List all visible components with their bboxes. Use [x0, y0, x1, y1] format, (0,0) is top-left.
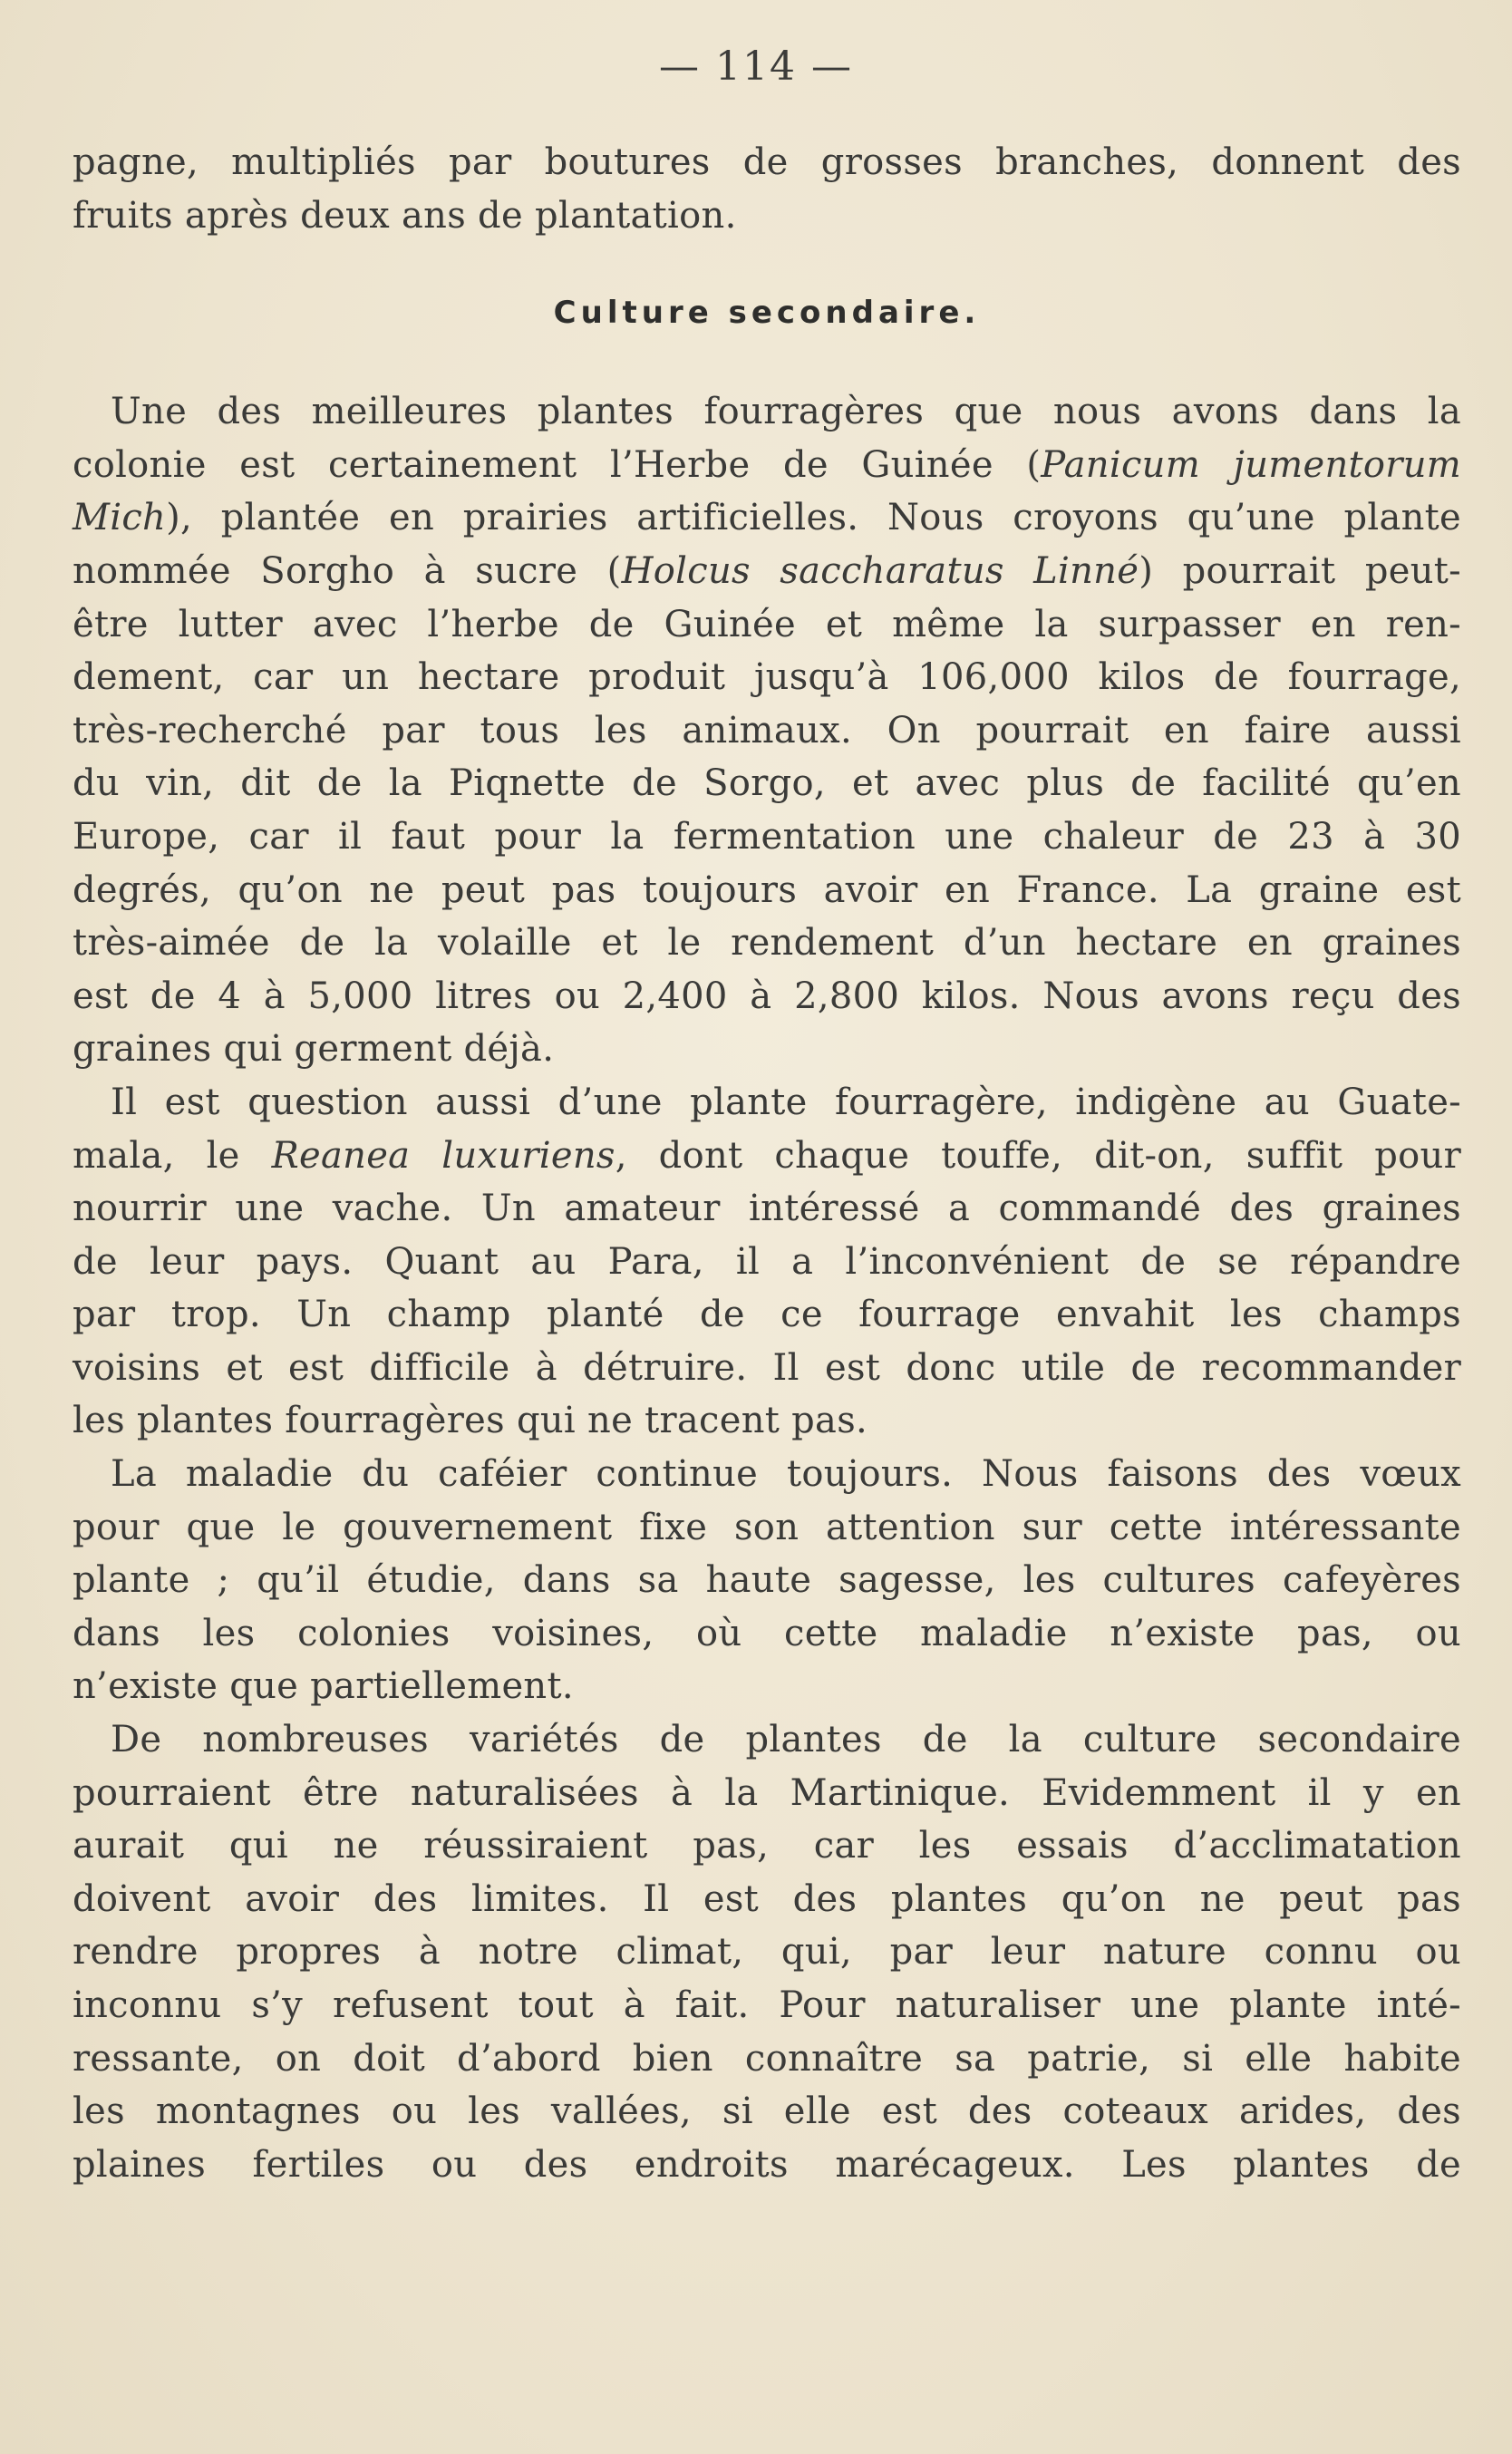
text-span: ), plantée en prairies artificielles. Nous croyons qu’une plante: [166, 497, 1461, 539]
paragraph-line: Europe, car il faut pour la fermentation une chaleur de 23 à 30: [73, 815, 1461, 858]
intro-line: fruits après deux ans de plantation.: [73, 194, 737, 237]
paragraph-line: est de 4 à 5,000 litres ou 2,400 à 2,800 kilos. Nous avons reçu des: [73, 975, 1461, 1017]
italic-span: Panicum jumentorum: [1041, 443, 1461, 486]
paragraph-line: [73, 439, 1461, 492]
text-span: , dont chaque touffe, dit-on, suffit pour: [615, 1134, 1461, 1177]
paragraph-line: pourraient être naturalisées à la Martinique. Evidemment il y en: [73, 1771, 1461, 1814]
section-heading: Culture secondaire.: [553, 295, 981, 332]
page-body: [73, 136, 1461, 2191]
paragraph-line: doivent avoir des limites. Il est des plantes qu’on ne peut pas: [73, 1877, 1461, 1920]
paragraph-line: dement, car un hectare produit jusqu’à 106,000 kilos de fourrage,: [73, 656, 1461, 699]
paragraph-line: inconnu s’y refusent tout à fait. Pour naturaliser une plante inté-: [73, 1984, 1461, 2026]
paragraph-line: La maladie du caféier continue toujours. Nous faisons des vœux: [111, 1453, 1461, 1496]
italic-span: Mich: [73, 497, 167, 539]
paragraph-line: Une des meilleures plantes fourragères que nous avons dans la: [111, 391, 1461, 433]
paragraph-line: [73, 491, 1461, 545]
paragraph-line: graines qui germent déjà.: [73, 1028, 555, 1071]
paragraph-line: ressante, on doit d’abord bien connaître sa patrie, si elle habite: [73, 2037, 1461, 2080]
paragraph-line: du vin, dit de la Piqnette de Sorgo, et avec plus de facilité qu’en: [73, 762, 1461, 805]
paragraph-line: n’existe que partiellement.: [73, 1665, 574, 1708]
paragraph-line: par trop. Un champ planté de ce fourrage envahit les champs: [73, 1294, 1461, 1336]
paragraph-line: de leur pays. Quant au Para, il a l’inconvénient de se répandre: [73, 1240, 1461, 1283]
paragraph-line: nourrir une vache. Un amateur intéressé a commandé des graines: [73, 1188, 1461, 1230]
italic-span: Reanea luxuriens: [271, 1134, 615, 1177]
paragraph-line: les montagnes ou les vallées, si elle est des coteaux arides, des: [73, 2090, 1461, 2133]
text-span: colonie est certainement l’Herbe de Guinée (: [73, 443, 1042, 486]
intro-line: pagne, multipliés par boutures de grosses branches, donnent des: [73, 141, 1461, 183]
paragraph-line: très-aimée de la volaille et le rendement d’un hectare en graines: [73, 922, 1461, 965]
paragraph-line: aurait qui ne réussiraient pas, car les essais d’acclimatation: [73, 1825, 1461, 1867]
page-number: — 114 —: [659, 44, 853, 90]
paragraph-line: plante ; qu’il étudie, dans sa haute sagesse, les cultures cafeyères: [73, 1559, 1461, 1602]
paragraph-line: Il est question aussi d’une plante fourragère, indigène au Guate-: [111, 1081, 1461, 1123]
paragraph-line: pour que le gouvernement fixe son attention sur cette intéressante: [73, 1506, 1461, 1548]
paragraph-line: être lutter avec l’herbe de Guinée et même la surpasser en ren-: [73, 603, 1461, 645]
paragraph-line: dans les colonies voisines, où cette maladie n’existe pas, ou: [73, 1612, 1461, 1654]
text-span: ) pourrait peut-: [1139, 549, 1461, 592]
paragraph-line: les plantes fourragères qui ne tracent pas.: [73, 1400, 868, 1442]
italic-span: Holcus saccharatus Linné: [621, 549, 1139, 592]
paragraph-line: rendre propres à notre climat, qui, par leur nature connu ou: [73, 1931, 1461, 1974]
text-span: mala, le: [73, 1134, 272, 1177]
paragraph-line: [73, 1130, 1461, 1183]
paragraph-line: [73, 545, 1461, 598]
paragraph-line: voisins et est difficile à détruire. Il est donc utile de recommander: [73, 1346, 1461, 1389]
paragraph-line: De nombreuses variétés de plantes de la culture secondaire: [111, 1719, 1461, 1761]
paragraph-line: degrés, qu’on ne peut pas toujours avoir en France. La graine est: [73, 868, 1461, 911]
text-span: nommée Sorgho à sucre (: [73, 549, 622, 592]
paragraph-line: plaines fertiles ou des endroits marécageux. Les plantes de: [73, 2143, 1461, 2186]
paragraph-line: très-recherché par tous les animaux. On pourrait en faire aussi: [73, 709, 1461, 752]
